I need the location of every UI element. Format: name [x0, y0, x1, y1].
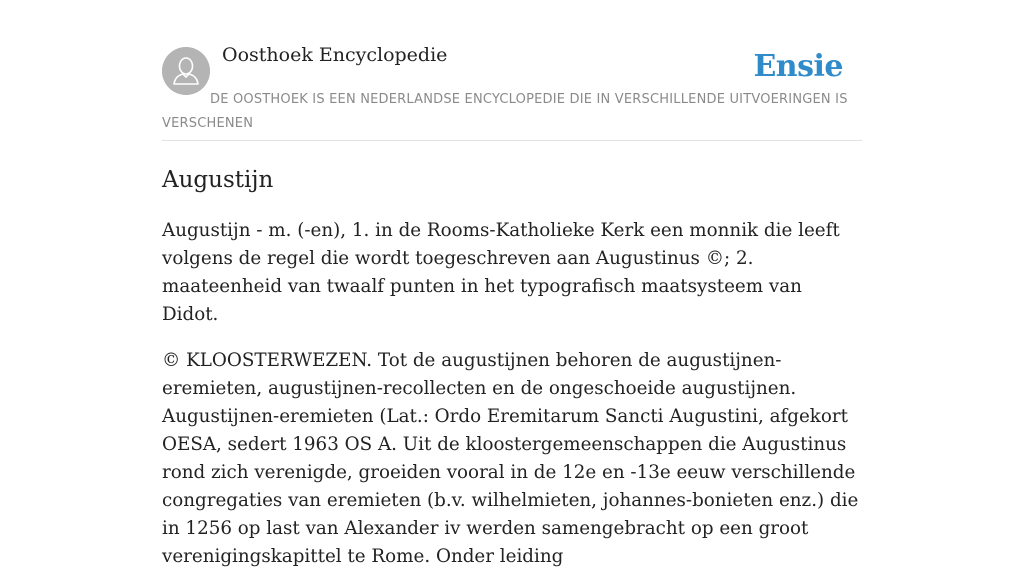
brand-logo[interactable]: Ensie — [753, 49, 843, 84]
article-paragraph: © KLOOSTERWEZEN. Tot de augustijnen behoren de augustijnen-eremieten, augustijnen-recollecten en de ongeschoeide augustijnen. Augustijnen-eremieten (Lat.: Ordo Eremitarum Sancti Augustini, afgekort OESA, sedert 1963 OS A. Uit de kloostergemeenschappen die Augustinus rond zich verenigde, groeiden vooral in de 12e en -13e eeuw verschillende congregaties van eremieten (b.v. wilhelmieten, johannes-bonieten enz.) die in 1256 op last van Alexander iv werden samengebracht op een groot verenigingskapittel te Rome. Onder leiding — [162, 350, 859, 567]
source-title[interactable]: Oosthoek Encyclopedie — [222, 44, 448, 66]
article-title: Augustijn — [162, 167, 274, 193]
source-description: DE OOSTHOEK IS EEN NEDERLANDSE ENCYCLOPEDIE DIE IN VERSCHILLENDE UITVOERINGEN IS VERSCHENEN — [162, 92, 848, 131]
page — [162, 0, 862, 571]
article-paragraph: Augustijn - m. (-en), 1. in de Rooms-Katholieke Kerk een monnik die leeft volgens de regel die wordt toegeschreven aan Augustinus ©; 2. maateenheid van twaalf punten in het typografisch maatsysteem van Didot. — [162, 220, 840, 325]
source-header — [162, 0, 862, 141]
